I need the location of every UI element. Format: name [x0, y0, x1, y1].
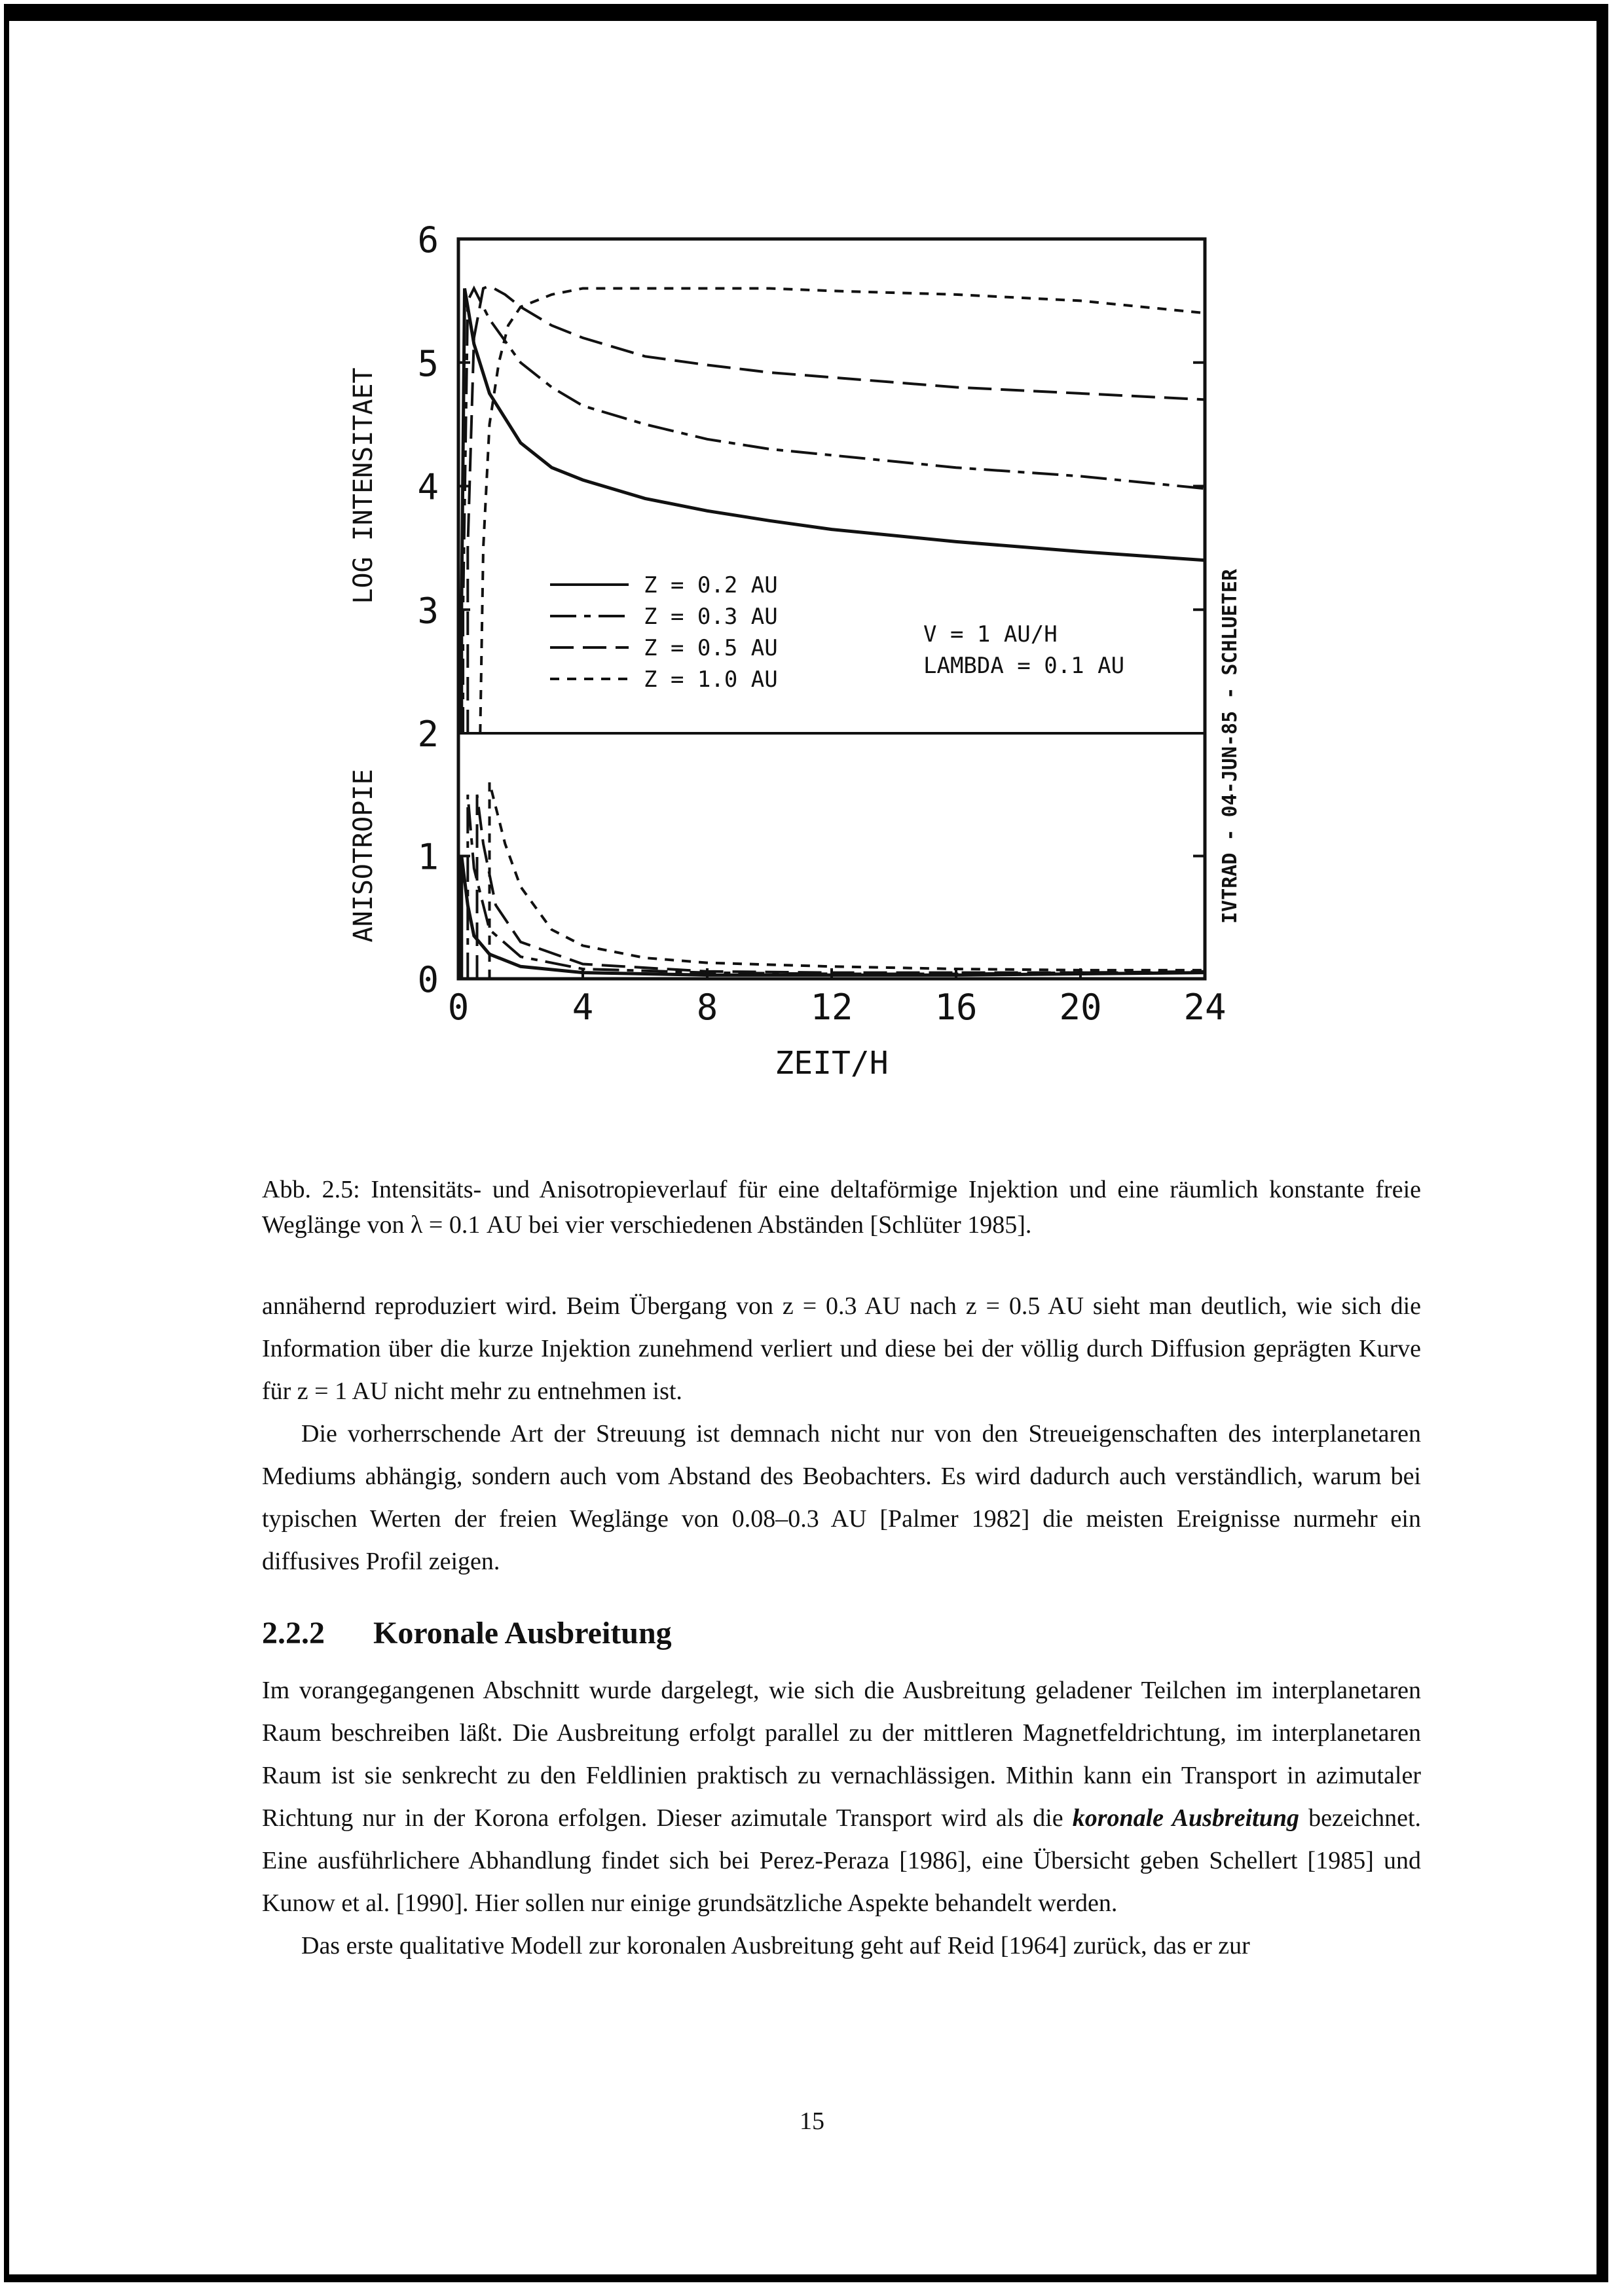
y-tick-label-upper-6: 6: [417, 219, 439, 261]
x-tick-label-16: 16: [934, 987, 978, 1028]
annotation-lambda: LAMBDA = 0.1 AU: [923, 653, 1125, 679]
y-tick-label-lower-2: 2: [417, 714, 439, 755]
legend-text-4: Z = 1.0 AU: [644, 666, 778, 693]
y-axis-label-anisotropy: ANISOTROPIE: [348, 769, 378, 943]
paragraph-2: Die vorherrschende Art der Streuung ist demnach nicht nur von den Streueigenschaften des interplanetaren Mediums abhängig, sondern auch vom Abstand des Beobachters. Es wird dadurch auch verständlich, warum bei typischen Werten der freien Weglänge von 0.08–0.3 AU [Palmer 1982] die meisten Ereignisse nurmehr ein diffusives Profil zeigen.: [262, 1420, 1421, 1575]
legend-text-1: Z = 0.2 AU: [644, 572, 778, 598]
page-number: 15: [800, 2107, 824, 2135]
plot-frame: [458, 239, 1205, 979]
y-tick-label-lower-1: 1: [417, 836, 439, 878]
y-axis-label-intensity: LOG INTENSITAET: [348, 367, 378, 604]
legend-text-3: Z = 0.5 AU: [644, 635, 778, 661]
y-tick-label-lower-0: 0: [417, 959, 439, 1000]
x-tick-label-12: 12: [810, 987, 853, 1028]
body-text-top: [262, 1285, 1421, 1583]
annotation-velocity: V = 1 AU/H: [923, 621, 1058, 647]
anisotropy-series-4: [490, 782, 1206, 979]
x-tick-label-8: 8: [696, 987, 718, 1028]
paragraph-3-part-a: Im vorangegangenen Abschnitt wurde dargelegt, wie sich die Ausbreitung geladener Teilchen im interplanetaren Raum beschreiben läßt. Die Ausbreitung erfolgt parallel zu der mittleren Magnetfeldrichtung, im interplanetaren Raum ist sie senkrecht zu den Feldlinien praktisch zu vernachlässigen. Mithin kann ein Transport in azimutaler Richtung nur in der Korona erfolgen. Dieser azimutale Transport wird als die: [262, 1677, 1421, 1832]
section-heading: [262, 1614, 1421, 1653]
y-tick-label-upper-4: 4: [417, 466, 439, 508]
side-label: IVTRAD - 04-JUN-85 - SCHLUETER: [1219, 569, 1242, 924]
x-tick-label-0: 0: [447, 987, 470, 1028]
figure: [341, 210, 1297, 1087]
paragraph-3: [262, 1669, 1421, 1925]
paragraph-4: Das erste qualitative Modell zur koronalen Ausbreitung geht auf Reid [1964] zurück, das er zur: [301, 1932, 1250, 1959]
body-text-bottom: [262, 1669, 1421, 1967]
paragraph-3-emphasis: koronale Ausbreitung: [1072, 1804, 1299, 1832]
x-tick-label-24: 24: [1183, 987, 1227, 1028]
anisotropy-series-2: [468, 795, 1205, 979]
legend-text-2: Z = 0.3 AU: [644, 604, 778, 630]
x-tick-label-4: 4: [572, 987, 594, 1028]
y-tick-label-upper-3: 3: [417, 590, 439, 632]
x-axis-label: ZEIT/H: [775, 1045, 889, 1082]
section-number: 2.2.2: [262, 1616, 325, 1650]
y-tick-label-upper-5: 5: [417, 342, 439, 384]
section-title: Koronale Ausbreitung: [373, 1616, 672, 1650]
intensity-anisotropy-chart: [341, 210, 1297, 1087]
x-tick-label-20: 20: [1059, 987, 1102, 1028]
paragraph-1: annähernd reproduziert wird. Beim Übergang von z = 0.3 AU nach z = 0.5 AU sieht man deutlich, wie sich die Information über die kurze Injektion zunehmend verliert und diese bei der völlig durch Diffusion geprägten Kurve für z = 1 AU nicht mehr zu entnehmen ist.: [262, 1292, 1421, 1405]
anisotropy-series-3: [477, 795, 1206, 979]
paragraph-3-part-b: bezeichnet. Eine ausführlichere Abhandlung findet sich bei Perez-Peraza [1986], eine Übersicht geben Schellert [1985] und Kunow et al. [1990]. Hier sollen nur einige grundsätzliche Aspekte behandelt werden.: [262, 1804, 1422, 1917]
figure-caption: Abb. 2.5: Intensitäts- und Anisotropieverlauf für eine deltaförmige Injektion und eine räumlich konstante freie Weglänge von λ = 0.1 AU bei vier verschiedenen Abständen [Schlüter 1985].: [262, 1176, 1421, 1239]
